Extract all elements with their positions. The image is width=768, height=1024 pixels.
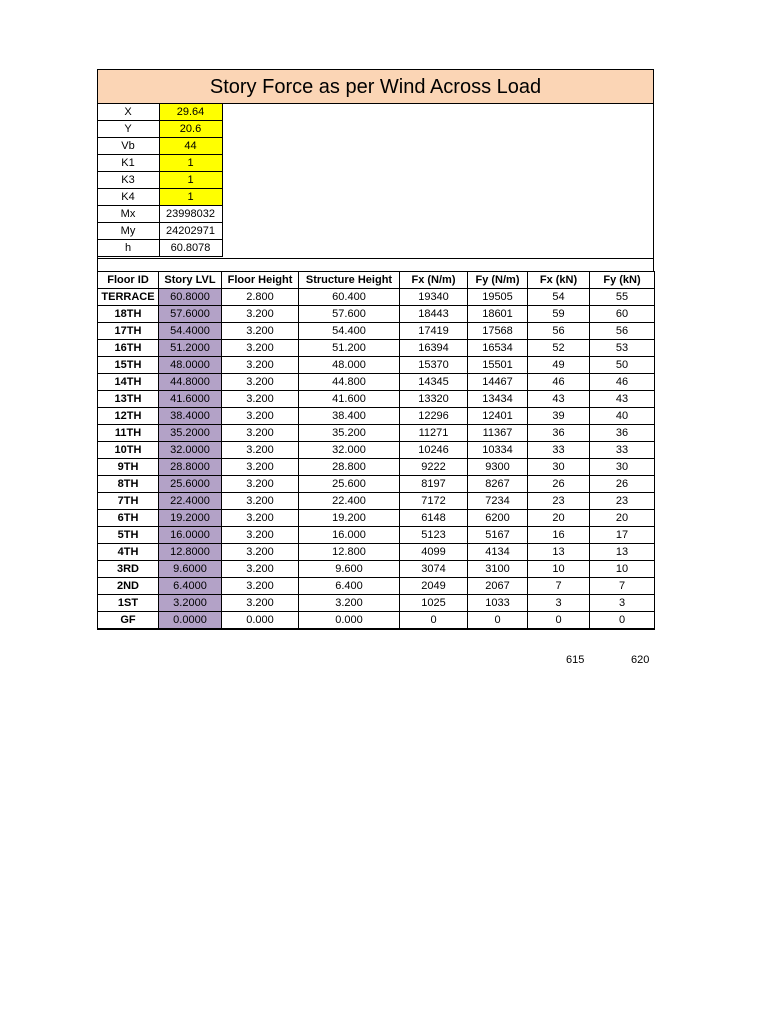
table-cell: 6.400 <box>299 578 400 595</box>
floor-id-cell: 7TH <box>98 493 159 510</box>
table-cell: 3.200 <box>222 578 299 595</box>
table-cell: 56 <box>590 323 655 340</box>
spacer <box>97 259 654 271</box>
table-cell: 6148 <box>400 510 468 527</box>
floor-id-cell: GF <box>98 612 159 630</box>
table-cell: 3.200 <box>222 391 299 408</box>
table-cell: 38.4000 <box>159 408 222 425</box>
table-cell: 35.200 <box>299 425 400 442</box>
table-cell: 49 <box>528 357 590 374</box>
table-cell: 7234 <box>468 493 528 510</box>
param-value: 20.6 <box>159 121 222 138</box>
table-cell: 25.600 <box>299 476 400 493</box>
table-cell: 43 <box>590 391 655 408</box>
table-cell: 10246 <box>400 442 468 459</box>
floor-id-cell: 1ST <box>98 595 159 612</box>
table-cell: 9.600 <box>299 561 400 578</box>
table-cell: 33 <box>528 442 590 459</box>
table-cell: 2067 <box>468 578 528 595</box>
table-cell: 3 <box>590 595 655 612</box>
table-cell: 3.200 <box>222 323 299 340</box>
table-cell: 17 <box>590 527 655 544</box>
table-cell: 28.800 <box>299 459 400 476</box>
table-row <box>98 391 655 408</box>
table-cell: 19.200 <box>299 510 400 527</box>
table-cell: 16394 <box>400 340 468 357</box>
table-cell: 1033 <box>468 595 528 612</box>
table-cell: 3.200 <box>299 595 400 612</box>
table-cell: 14467 <box>468 374 528 391</box>
table-cell: 3.2000 <box>159 595 222 612</box>
table-cell: 8197 <box>400 476 468 493</box>
table-cell: 13434 <box>468 391 528 408</box>
table-row <box>98 340 655 357</box>
param-key: h <box>97 240 159 257</box>
table-cell: 28.8000 <box>159 459 222 476</box>
table-cell: 41.6000 <box>159 391 222 408</box>
table-cell: 43 <box>528 391 590 408</box>
table-cell: 19.2000 <box>159 510 222 527</box>
table-cell: 7 <box>590 578 655 595</box>
table-cell: 46 <box>528 374 590 391</box>
table-cell: 3.200 <box>222 561 299 578</box>
table-cell: 3.200 <box>222 544 299 561</box>
table-row <box>98 442 655 459</box>
table-row <box>98 306 655 323</box>
table-cell: 30 <box>528 459 590 476</box>
table-cell: 60.400 <box>299 289 400 306</box>
table-cell: 16 <box>528 527 590 544</box>
table-cell: 19505 <box>468 289 528 306</box>
table-cell: 9.6000 <box>159 561 222 578</box>
table-cell: 30 <box>590 459 655 476</box>
table-cell: 25.6000 <box>159 476 222 493</box>
table-cell: 23 <box>590 493 655 510</box>
floor-id-cell: 15TH <box>98 357 159 374</box>
table-cell: 11271 <box>400 425 468 442</box>
param-row <box>97 155 222 172</box>
table-cell: 2049 <box>400 578 468 595</box>
table-cell: 4099 <box>400 544 468 561</box>
column-header: Fy (kN) <box>590 272 655 289</box>
table-cell: 3.200 <box>222 340 299 357</box>
table-cell: 55 <box>590 289 655 306</box>
table-cell: 3.200 <box>222 527 299 544</box>
table-cell: 13 <box>528 544 590 561</box>
floor-id-cell: 8TH <box>98 476 159 493</box>
table-cell: 59 <box>528 306 590 323</box>
column-header: Fx (N/m) <box>400 272 468 289</box>
table-row <box>98 323 655 340</box>
table-cell: 48.000 <box>299 357 400 374</box>
param-key: K3 <box>97 172 159 189</box>
table-cell: 14345 <box>400 374 468 391</box>
table-cell: 4134 <box>468 544 528 561</box>
param-value: 24202971 <box>159 223 222 240</box>
param-value: 44 <box>159 138 222 155</box>
table-cell: 52 <box>528 340 590 357</box>
param-row <box>97 138 222 155</box>
floor-id-cell: 4TH <box>98 544 159 561</box>
table-cell: 22.4000 <box>159 493 222 510</box>
parameters-table <box>97 103 223 257</box>
param-row <box>97 172 222 189</box>
table-cell: 12401 <box>468 408 528 425</box>
floor-id-cell: 13TH <box>98 391 159 408</box>
table-row <box>98 289 655 306</box>
table-row <box>98 408 655 425</box>
table-cell: 3.200 <box>222 493 299 510</box>
table-cell: 50 <box>590 357 655 374</box>
table-cell: 40 <box>590 408 655 425</box>
table-cell: 18443 <box>400 306 468 323</box>
table-cell: 10 <box>590 561 655 578</box>
param-key: K4 <box>97 189 159 206</box>
table-cell: 32.0000 <box>159 442 222 459</box>
table-row <box>98 510 655 527</box>
table-cell: 0 <box>528 612 590 630</box>
table-row <box>98 527 655 544</box>
table-cell: 22.400 <box>299 493 400 510</box>
table-cell: 33 <box>590 442 655 459</box>
table-cell: 13320 <box>400 391 468 408</box>
wind-load-sheet <box>97 69 654 630</box>
table-cell: 32.000 <box>299 442 400 459</box>
table-cell: 7 <box>528 578 590 595</box>
table-cell: 36 <box>528 425 590 442</box>
param-value: 1 <box>159 172 222 189</box>
table-cell: 39 <box>528 408 590 425</box>
table-cell: 38.400 <box>299 408 400 425</box>
table-cell: 16534 <box>468 340 528 357</box>
table-cell: 3.200 <box>222 306 299 323</box>
table-cell: 6.4000 <box>159 578 222 595</box>
table-row <box>98 425 655 442</box>
table-cell: 15370 <box>400 357 468 374</box>
param-key: X <box>97 104 159 121</box>
table-cell: 2.800 <box>222 289 299 306</box>
table-header-row <box>98 272 655 289</box>
table-cell: 0 <box>468 612 528 630</box>
table-cell: 54.4000 <box>159 323 222 340</box>
param-key: Vb <box>97 138 159 155</box>
table-cell: 0.0000 <box>159 612 222 630</box>
table-cell: 53 <box>590 340 655 357</box>
param-key: K1 <box>97 155 159 172</box>
table-cell: 60 <box>590 306 655 323</box>
table-cell: 17568 <box>468 323 528 340</box>
table-row <box>98 595 655 612</box>
floor-id-cell: 12TH <box>98 408 159 425</box>
column-header: Floor ID <box>98 272 159 289</box>
table-cell: 3.200 <box>222 476 299 493</box>
table-cell: 3074 <box>400 561 468 578</box>
total-fy-kn: 620 <box>631 654 650 666</box>
table-cell: 1025 <box>400 595 468 612</box>
table-cell: 20 <box>590 510 655 527</box>
floor-id-cell: 3RD <box>98 561 159 578</box>
param-row <box>97 223 222 240</box>
param-value: 60.8078 <box>159 240 222 257</box>
table-cell: 12.800 <box>299 544 400 561</box>
table-cell: 51.2000 <box>159 340 222 357</box>
table-cell: 3.200 <box>222 595 299 612</box>
table-cell: 20 <box>528 510 590 527</box>
table-cell: 3.200 <box>222 357 299 374</box>
table-row <box>98 493 655 510</box>
table-cell: 16.000 <box>299 527 400 544</box>
table-row <box>98 544 655 561</box>
column-header: Floor Height <box>222 272 299 289</box>
floor-id-cell: 14TH <box>98 374 159 391</box>
table-cell: 51.200 <box>299 340 400 357</box>
table-cell: 10 <box>528 561 590 578</box>
param-value: 1 <box>159 189 222 206</box>
table-cell: 3.200 <box>222 374 299 391</box>
param-row <box>97 240 222 257</box>
table-cell: 60.8000 <box>159 289 222 306</box>
table-row <box>98 578 655 595</box>
floor-id-cell: 11TH <box>98 425 159 442</box>
table-row <box>98 459 655 476</box>
table-cell: 57.6000 <box>159 306 222 323</box>
floor-id-cell: 9TH <box>98 459 159 476</box>
param-row <box>97 206 222 223</box>
param-key: Y <box>97 121 159 138</box>
table-cell: 44.8000 <box>159 374 222 391</box>
table-cell: 3.200 <box>222 425 299 442</box>
floor-id-cell: 16TH <box>98 340 159 357</box>
table-cell: 10334 <box>468 442 528 459</box>
column-header: Story LVL <box>159 272 222 289</box>
table-cell: 0.000 <box>299 612 400 630</box>
table-cell: 26 <box>590 476 655 493</box>
table-cell: 3100 <box>468 561 528 578</box>
table-cell: 15501 <box>468 357 528 374</box>
table-cell: 44.800 <box>299 374 400 391</box>
table-cell: 35.2000 <box>159 425 222 442</box>
table-cell: 3.200 <box>222 510 299 527</box>
param-key: Mx <box>97 206 159 223</box>
table-row <box>98 561 655 578</box>
table-cell: 18601 <box>468 306 528 323</box>
story-force-table <box>97 271 655 630</box>
param-key: My <box>97 223 159 240</box>
table-cell: 5167 <box>468 527 528 544</box>
sheet-title: Story Force as per Wind Across Load <box>97 69 654 104</box>
param-row <box>97 104 222 121</box>
parameters-block <box>97 104 654 259</box>
column-header: Fx (kN) <box>528 272 590 289</box>
table-cell: 12.8000 <box>159 544 222 561</box>
table-cell: 16.0000 <box>159 527 222 544</box>
table-cell: 54 <box>528 289 590 306</box>
table-cell: 0 <box>590 612 655 630</box>
table-cell: 3.200 <box>222 459 299 476</box>
table-cell: 8267 <box>468 476 528 493</box>
table-cell: 17419 <box>400 323 468 340</box>
param-value: 23998032 <box>159 206 222 223</box>
table-cell: 0 <box>400 612 468 630</box>
param-value: 1 <box>159 155 222 172</box>
table-row <box>98 476 655 493</box>
table-cell: 5123 <box>400 527 468 544</box>
table-cell: 46 <box>590 374 655 391</box>
floor-id-cell: 5TH <box>98 527 159 544</box>
table-cell: 57.600 <box>299 306 400 323</box>
column-header: Structure Height <box>299 272 400 289</box>
table-row <box>98 357 655 374</box>
table-cell: 54.400 <box>299 323 400 340</box>
table-cell: 9222 <box>400 459 468 476</box>
table-cell: 19340 <box>400 289 468 306</box>
table-cell: 6200 <box>468 510 528 527</box>
table-cell: 3.200 <box>222 442 299 459</box>
table-cell: 12296 <box>400 408 468 425</box>
table-cell: 3.200 <box>222 408 299 425</box>
floor-id-cell: 2ND <box>98 578 159 595</box>
table-row <box>98 374 655 391</box>
table-cell: 41.600 <box>299 391 400 408</box>
table-cell: 26 <box>528 476 590 493</box>
table-cell: 9300 <box>468 459 528 476</box>
table-cell: 7172 <box>400 493 468 510</box>
column-header: Fy (N/m) <box>468 272 528 289</box>
table-cell: 23 <box>528 493 590 510</box>
table-cell: 56 <box>528 323 590 340</box>
table-cell: 0.000 <box>222 612 299 630</box>
param-value: 29.64 <box>159 104 222 121</box>
table-row <box>98 612 655 630</box>
param-row <box>97 189 222 206</box>
floor-id-cell: 10TH <box>98 442 159 459</box>
table-cell: 11367 <box>468 425 528 442</box>
floor-id-cell: 18TH <box>98 306 159 323</box>
total-fx-kn: 615 <box>566 654 585 666</box>
floor-id-cell: 17TH <box>98 323 159 340</box>
floor-id-cell: TERRACE <box>98 289 159 306</box>
table-cell: 13 <box>590 544 655 561</box>
param-row <box>97 121 222 138</box>
table-cell: 36 <box>590 425 655 442</box>
table-cell: 3 <box>528 595 590 612</box>
table-cell: 48.0000 <box>159 357 222 374</box>
floor-id-cell: 6TH <box>98 510 159 527</box>
